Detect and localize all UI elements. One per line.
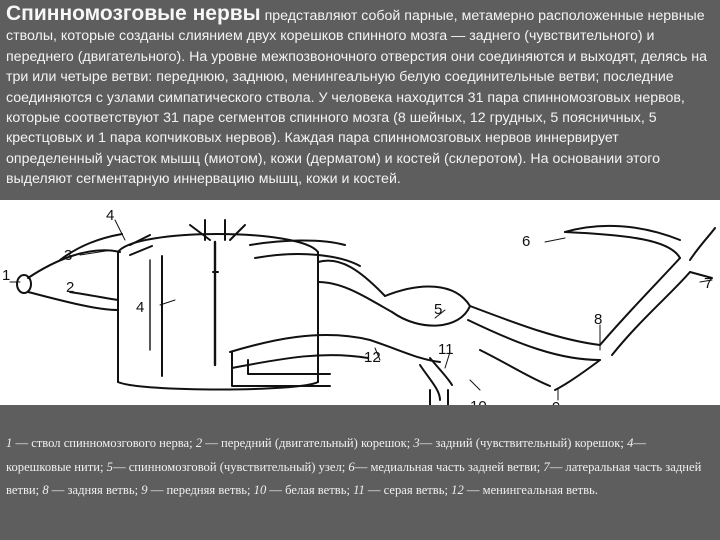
caption-text-1: — ствол спинномозгового нерва; bbox=[12, 436, 196, 450]
label-6: 6 bbox=[522, 233, 531, 250]
caption-num-12: 12 bbox=[451, 483, 464, 498]
caption-num-9: 9 bbox=[141, 483, 148, 498]
caption-text-6: — медиальная часть задней ветви; bbox=[354, 459, 544, 474]
slide-title: Спинномозговые нервы bbox=[6, 2, 261, 25]
caption-num-10: 10 bbox=[253, 483, 267, 498]
spinal-ganglion bbox=[385, 287, 470, 326]
label-4-top: 4 bbox=[106, 207, 115, 224]
caption-num-6: 6 bbox=[348, 459, 355, 474]
label-7: 7 bbox=[704, 275, 713, 292]
caption-text-8: — задняя ветвь; bbox=[48, 483, 142, 498]
label-3: 3 bbox=[64, 247, 73, 264]
caption-num-2: 2 bbox=[195, 436, 203, 450]
caption-num-8: 8 bbox=[42, 483, 49, 498]
caption-text-5: — спинномозговой (чувствительный) узел; bbox=[112, 459, 349, 474]
caption-panel bbox=[0, 405, 720, 540]
intro-paragraph bbox=[6, 4, 714, 190]
caption-text-12: — менингеальная ветвь. bbox=[463, 483, 598, 498]
caption-text-11: — серая ветвь; bbox=[364, 483, 452, 498]
spinal-nerve-trunk bbox=[470, 306, 603, 345]
label-4-cord: 4 bbox=[136, 299, 145, 316]
diagram-drawing bbox=[0, 200, 720, 412]
caption-num-5: 5 bbox=[106, 459, 113, 474]
caption-text-4: — корешковые нити; bbox=[6, 436, 646, 474]
anterior-branch bbox=[555, 360, 600, 390]
meningeal-branch bbox=[230, 335, 440, 362]
posterior-branch bbox=[600, 258, 680, 345]
label-8: 8 bbox=[594, 311, 603, 328]
caption-text-3: — задний (чувствительный) корешок; bbox=[419, 436, 628, 450]
label-2: 2 bbox=[66, 279, 75, 296]
caption-text-9: — передняя ветвь; bbox=[147, 483, 254, 498]
caption-num-11: 11 bbox=[353, 483, 365, 498]
label-5: 5 bbox=[434, 301, 443, 318]
white-ramus bbox=[430, 358, 452, 385]
caption-num-4: 4 bbox=[627, 436, 634, 450]
label-11: 11 bbox=[438, 341, 454, 358]
caption-num-7: 7 bbox=[543, 459, 550, 474]
caption-text-10: — белая ветвь; bbox=[266, 483, 354, 498]
label-12: 12 bbox=[364, 349, 381, 366]
nerve-trunk-left bbox=[28, 250, 120, 278]
caption-text-2: — передний (двигательный) корешок; bbox=[202, 436, 414, 450]
caption-text-7: — латеральная часть задней ветви; bbox=[6, 459, 702, 498]
label-1: 1 bbox=[2, 267, 11, 284]
caption-num-1: 1 bbox=[6, 436, 13, 450]
caption-num-3: 3 bbox=[413, 436, 420, 450]
intro-text: представляют собой парные, метамерно расположенные нервные стволы, которые созданы слиянием двух корешков спинного мозга — заднего (чувствительного) и переднего (двигательного). На уровне межпозвоночного отверстия они соединяются и выходят, делясь на три или четыре ветви: переднюю, заднюю, менингеальную белую соединительные ветви; последние соединяются с узлами симпатического ствола. У человека находится 31 пара спинномозговых нервов, которые соответствуют 31 паре сегментов спинного мозга (8 шейных, 12 грудных, 5 поясничных, 5 крестцовых и 1 пара копчиковых нервов). Каждая пара спинномозговых нервов иннервирует определенный участок мышц (миотом), кожи (дерматом) и костей (склеротом). На основании этого выделяют сегментарную иннервацию мышц, кожи и костей. bbox=[6, 8, 708, 188]
figure-caption bbox=[6, 432, 710, 503]
text-panel bbox=[0, 0, 720, 214]
spinal-nerve-diagram bbox=[0, 200, 720, 412]
medial-posterior-branch bbox=[565, 232, 680, 258]
